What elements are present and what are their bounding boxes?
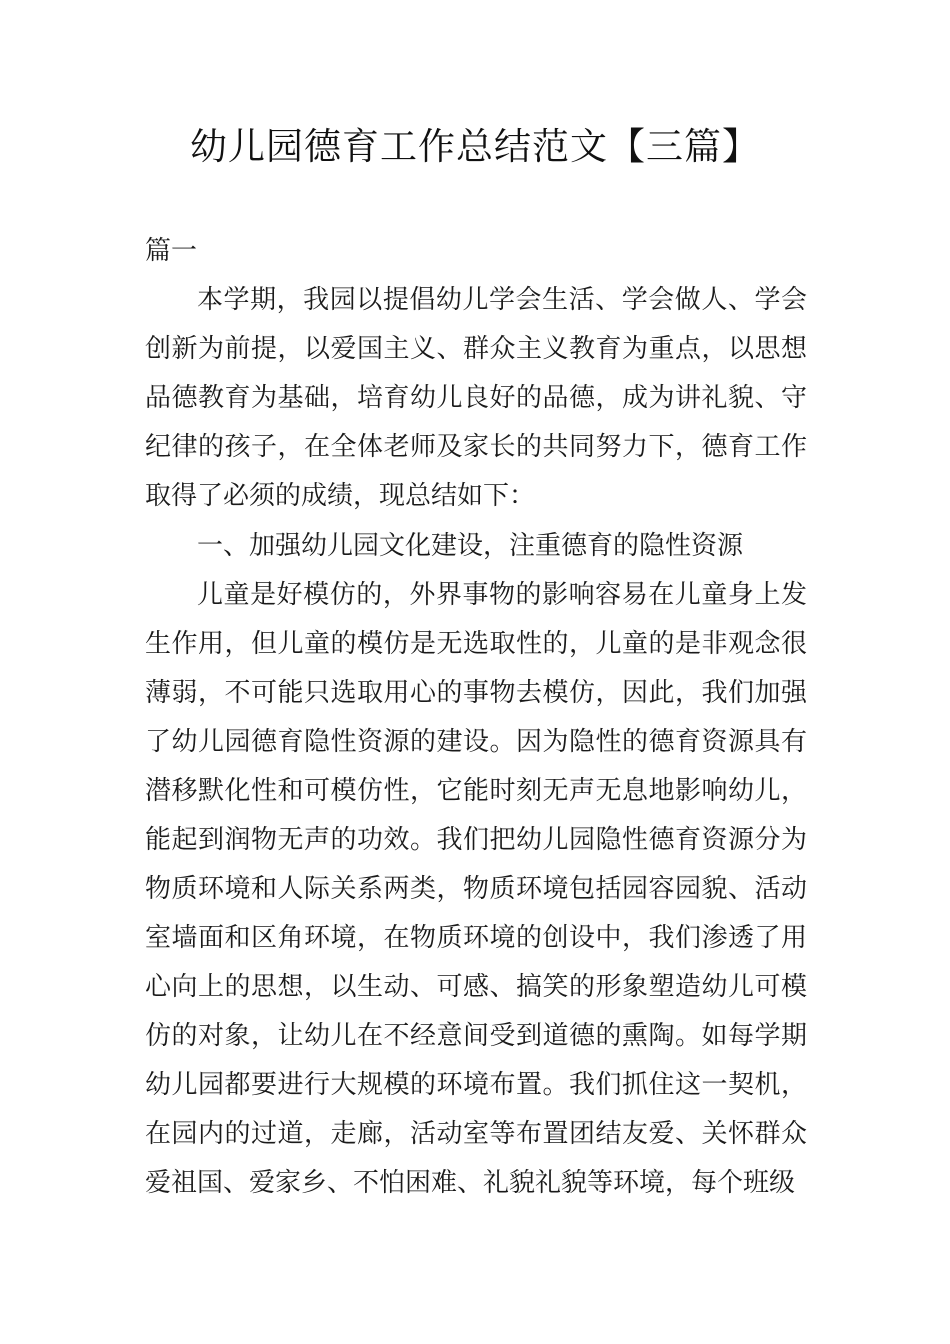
section-label: 篇一 bbox=[145, 236, 198, 266]
paragraph-intro-text: 本学期，我园以提倡幼儿学会生活、学会做人、学会创新为前提，以爱国主义、群众主义教育为重点，以思想品德教育为基础，培育幼儿良好的品德，成为讲礼貌、守纪律的孩子，在全体老师及家长的共同努力下，德育工作取得了必须的成绩，现总结如下： bbox=[145, 285, 807, 511]
paragraph-intro bbox=[145, 276, 807, 521]
section-heading-text: 一、加强幼儿园文化建设，注重德育的隐性资源 bbox=[197, 531, 744, 561]
paragraph-body-text: 儿童是好模仿的，外界事物的影响容易在儿童身上发生作用，但儿童的模仿是无选取性的，儿童的是非观念很薄弱，不可能只选取用心的事物去模仿，因此，我们加强了幼儿园德育隐性资源的建设。因为隐性的德育资源具有潜移默化性和可模仿性，它能时刻无声无息地影响幼儿，能起到润物无声的功效。我们把幼儿园隐性德育资源分为物质环境和人际关系两类，物质环境包括园容园貌、活动室墙面和区角环境，在物质环境的创设中，我们渗透了用心向上的思想，以生动、可感、搞笑的形象塑造幼儿可模仿的对象，让幼儿在不经意间受到道德的熏陶。如每学期幼儿园都要进行大规模的环境布置。我们抓住这一契机，在园内的过道，走廊，活动室等布置团结友爱、关怀群众爱祖国、爱家乡、不怕困难、礼貌礼貌等环境，每个班级 bbox=[145, 580, 807, 1198]
section-heading bbox=[145, 522, 807, 571]
document-title: 幼儿园德育工作总结范文【三篇】 bbox=[190, 125, 760, 168]
paragraph-body bbox=[145, 571, 807, 1208]
